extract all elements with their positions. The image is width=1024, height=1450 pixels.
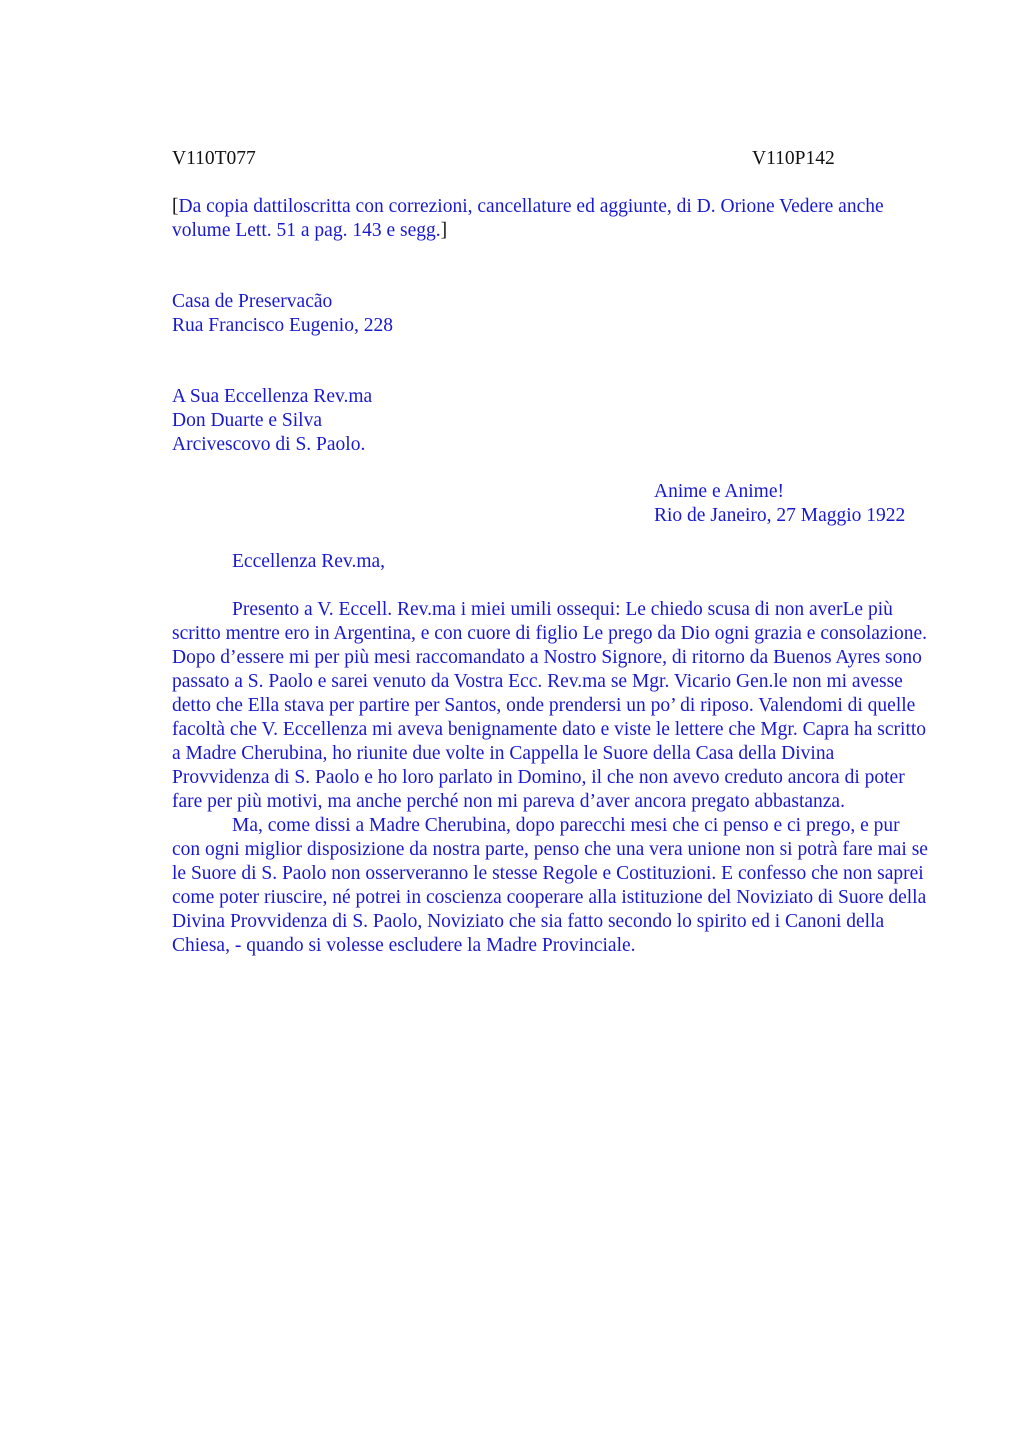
letter-body xyxy=(172,598,928,958)
source-note-text: Da copia dattiloscritta con correzioni, cancellature ed aggiunte, di D. Orione Vedere anche volume Lett. 51 a pag. 143 e segg. xyxy=(172,196,884,241)
sender-line: Casa de Preservacão xyxy=(172,291,333,312)
document-code-left: V110T077 xyxy=(172,148,256,169)
recipient-line: Arcivescovo di S. Paolo. xyxy=(172,434,366,455)
document-code-right: V110P142 xyxy=(752,148,835,169)
source-note-open-bracket: [ xyxy=(172,196,179,217)
date-block xyxy=(654,480,905,528)
recipient-line: Don Duarte e Silva xyxy=(172,410,323,431)
source-note-close-bracket: ] xyxy=(440,220,448,241)
recipient-address xyxy=(172,385,372,457)
motto: Anime e Anime! xyxy=(654,481,784,502)
body-paragraph: Ma, come dissi a Madre Cherubina, dopo parecchi mesi che ci penso e ci prego, e pur con ogni miglior disposizione da nostra parte, penso che una vera unione non si potrà fare mai se le Suore di S. Paolo non osserveranno le stesse Regole e Costituzioni. E confesso che non saprei come poter riuscire, né potrei in coscienza cooperare alla istituzione del Noviziato di Suore della Divina Provvidenza di S. Paolo, Noviziato che sia fatto secondo lo spirito ed i Canoni della Chiesa, - quando si volesse escludere la Madre Provinciale. xyxy=(172,815,928,956)
body-paragraph: Presento a V. Eccell. Rev.ma i miei umili ossequi: Le chiedo scusa di non averLe più scritto mentre ero in Argentina, e con cuore di figlio Le prego da Dio ogni grazia e consolazione. Dopo d’essere mi per più mesi raccomandato a Nostro Signore, di ritorno da Buenos Ayres sono passato a S. Paolo e sarei venuto da Vostra Ecc. Rev.ma se Mgr. Vicario Gen.le non mi avesse detto che Ella stava per partire per Santos, onde prendersi un po’ di riposo. Valendomi di quelle facoltà che V. Eccellenza mi aveva benignamente dato e viste le lettere che Mgr. Capra ha scritto a Madre Cherubina, ho riunite due volte in Cappella le Suore della Casa della Divina Provvidenza di S. Paolo e ho loro parlato in Domino, il che non avevo creduto ancora di poter fare per più motivi, ma anche perché non mi pareva d’aver ancora pregato abbastanza. xyxy=(172,599,928,812)
source-note xyxy=(172,195,912,243)
place-date: Rio de Janeiro, 27 Maggio 1922 xyxy=(654,505,906,526)
recipient-line: A Sua Eccellenza Rev.ma xyxy=(172,386,373,407)
sender-line: Rua Francisco Eugenio, 228 xyxy=(172,315,393,336)
salutation: Eccellenza Rev.ma, xyxy=(232,551,386,572)
sender-address xyxy=(172,290,393,338)
